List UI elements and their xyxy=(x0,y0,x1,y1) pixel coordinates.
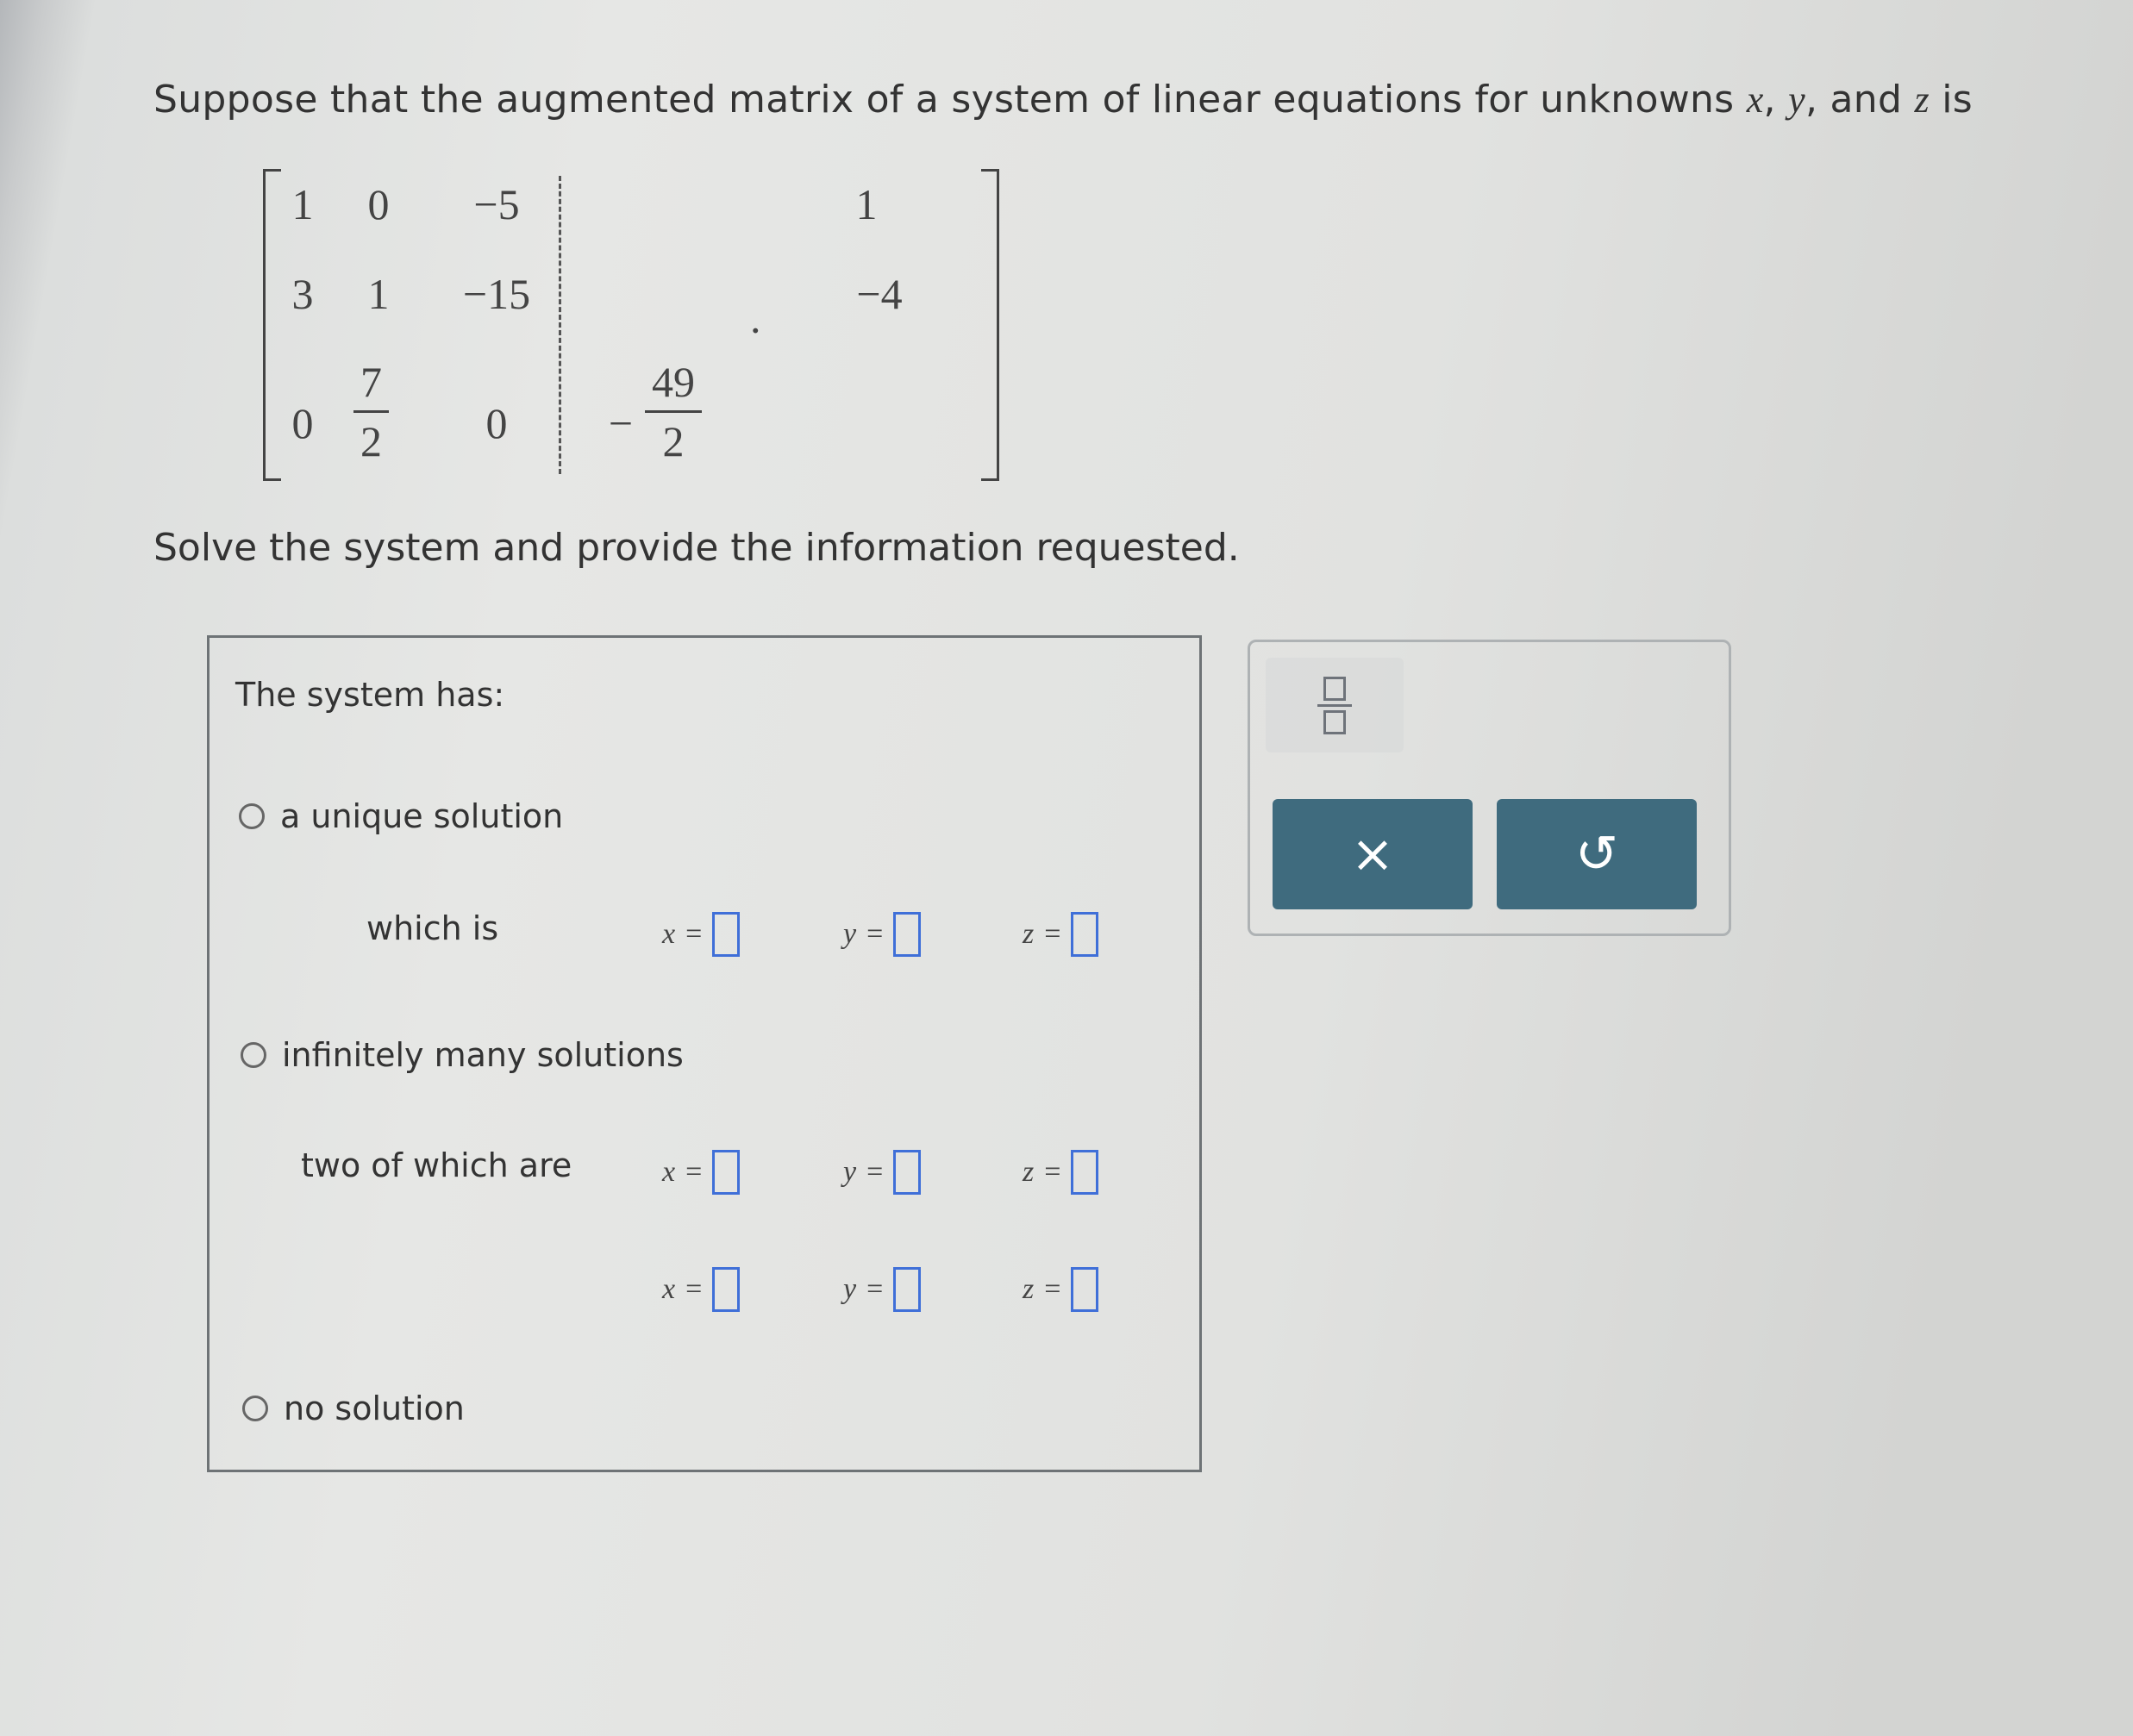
answer-input-x[interactable] xyxy=(712,912,740,957)
fraction-denominator: 2 xyxy=(662,417,685,465)
augment-divider xyxy=(559,176,561,474)
var-x: x xyxy=(1746,78,1764,121)
fraction-numerator: 49 xyxy=(652,358,695,406)
equals-sign: = xyxy=(866,1273,884,1305)
var-label: z xyxy=(1023,1156,1035,1188)
option-infinite-solutions[interactable] xyxy=(241,1036,684,1074)
infinite1-y-entry xyxy=(843,1150,921,1195)
question-intro xyxy=(153,78,1973,122)
var-label: x xyxy=(662,918,676,950)
panel-heading: The system has: xyxy=(235,676,505,714)
clear-button[interactable] xyxy=(1273,799,1473,909)
matrix-cell: −5 xyxy=(473,180,520,228)
equals-sign: = xyxy=(1044,1273,1061,1305)
fraction-denominator: 2 xyxy=(360,417,382,465)
matrix-cell: 0 xyxy=(367,180,390,228)
var-y: y xyxy=(1788,78,1805,121)
option-no-solution[interactable] xyxy=(242,1389,465,1427)
fraction-bar xyxy=(645,410,702,413)
var-label: z xyxy=(1023,918,1035,950)
infinite2-y-entry xyxy=(843,1267,921,1312)
undo-icon: ↺ xyxy=(1574,824,1619,884)
option-label: a unique solution xyxy=(280,797,564,835)
answer-panel xyxy=(207,635,1202,1472)
radio-button[interactable] xyxy=(239,803,265,829)
answer-input-z[interactable] xyxy=(1071,912,1098,957)
equals-sign: = xyxy=(685,1273,703,1305)
two-of-which-label: two of which are xyxy=(301,1146,572,1184)
var-label: y xyxy=(843,1156,857,1188)
intro-end: is xyxy=(1929,78,1973,122)
augmented-matrix xyxy=(259,169,903,484)
equals-sign: = xyxy=(866,918,884,950)
answer-input-y[interactable] xyxy=(893,1150,921,1195)
intro-sep: , xyxy=(1763,78,1789,122)
infinite2-x-entry xyxy=(662,1267,740,1312)
var-z: z xyxy=(1914,78,1930,121)
answer-input-y[interactable] xyxy=(893,1267,921,1312)
matrix-cell: 0 xyxy=(485,399,508,447)
option-label: no solution xyxy=(284,1389,465,1427)
matrix-fraction xyxy=(353,357,389,466)
fraction-numerator: 7 xyxy=(360,358,382,406)
which-is-label: which is xyxy=(366,909,499,947)
matrix-cell: 1 xyxy=(291,180,314,228)
option-label: infinitely many solutions xyxy=(282,1036,684,1074)
unique-y-entry xyxy=(843,912,921,957)
infinite2-z-entry xyxy=(1023,1267,1098,1312)
math-keypad xyxy=(1248,640,1731,936)
intro-sep: , and xyxy=(1805,78,1915,122)
matrix-period: . xyxy=(750,294,761,342)
answer-input-x[interactable] xyxy=(712,1150,740,1195)
var-label: y xyxy=(843,918,857,950)
intro-text: Suppose that the augmented matrix of a system of linear equations for unknowns xyxy=(153,78,1747,122)
answer-input-x[interactable] xyxy=(712,1267,740,1312)
matrix-cell: −15 xyxy=(462,270,531,318)
answer-input-z[interactable] xyxy=(1071,1150,1098,1195)
fraction-line-icon xyxy=(1317,704,1352,707)
fraction-template-button[interactable] xyxy=(1266,658,1404,752)
unique-x-entry xyxy=(662,912,740,957)
var-label: y xyxy=(843,1273,857,1305)
var-label: z xyxy=(1023,1273,1035,1305)
answer-input-y[interactable] xyxy=(893,912,921,957)
fraction-template-icon xyxy=(1317,677,1352,734)
right-bracket xyxy=(981,169,999,481)
numerator-box-icon xyxy=(1323,677,1346,701)
close-icon: × xyxy=(1350,824,1395,884)
instruction-text: Solve the system and provide the information requested. xyxy=(153,526,1240,570)
denominator-box-icon xyxy=(1323,710,1346,734)
matrix-cell: −4 xyxy=(856,270,903,318)
matrix-cell: 1 xyxy=(855,180,878,228)
infinite1-z-entry xyxy=(1023,1150,1098,1195)
option-unique-solution[interactable] xyxy=(239,797,563,835)
var-label: x xyxy=(662,1156,676,1188)
infinite1-x-entry xyxy=(662,1150,740,1195)
matrix-cell: 3 xyxy=(291,270,314,318)
unique-z-entry xyxy=(1023,912,1098,957)
matrix-cell: 0 xyxy=(291,399,314,447)
minus-sign: − xyxy=(608,399,634,447)
radio-button[interactable] xyxy=(242,1396,268,1421)
undo-button[interactable] xyxy=(1497,799,1697,909)
answer-input-z[interactable] xyxy=(1071,1267,1098,1312)
var-label: x xyxy=(662,1273,676,1305)
fraction-bar xyxy=(353,410,389,413)
equals-sign: = xyxy=(1044,918,1061,950)
matrix-cell: 1 xyxy=(367,270,390,318)
matrix-fraction xyxy=(645,357,702,466)
equals-sign: = xyxy=(685,1156,703,1188)
equals-sign: = xyxy=(866,1156,884,1188)
equals-sign: = xyxy=(1044,1156,1061,1188)
equals-sign: = xyxy=(685,918,703,950)
radio-button[interactable] xyxy=(241,1042,266,1068)
